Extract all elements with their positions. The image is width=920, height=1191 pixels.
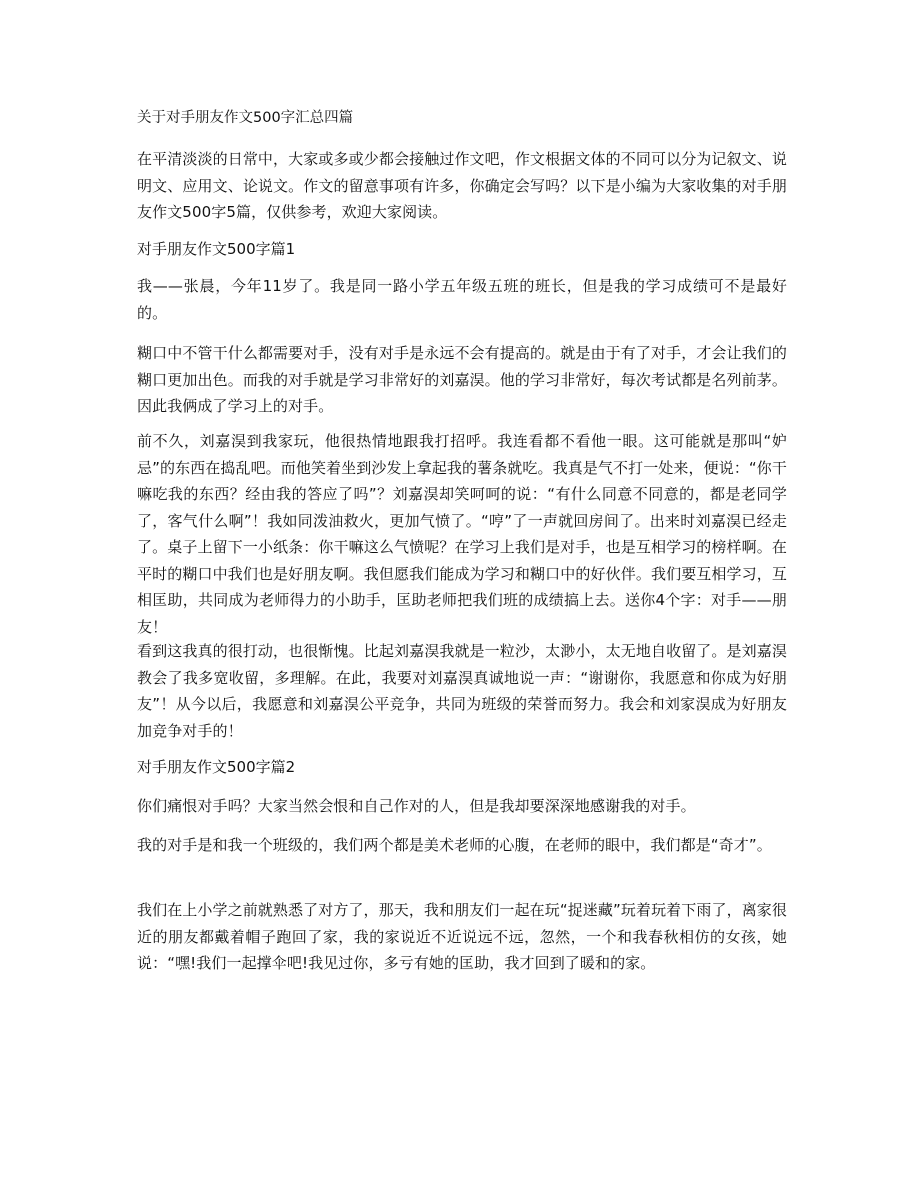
- section-1-paragraph-1: 我——张晨，今年11岁了。我是同一路小学五年级五班的班长，但是我的学习成绩可不是最好的。: [137, 277, 787, 322]
- intro-paragraph: 在平清淡淡的日常中，大家或多或少都会接触过作文吧，作文根据文体的不同可以分为记叙文、说明文、应用文、论说文。作文的留意事项有许多，你确定会写吗？以下是小编为大家收集的对手朋友作文500字5篇，仅供参考，欢迎大家阅读。: [137, 150, 787, 221]
- document-title: 关于对手朋友作文500字汇总四篇: [137, 110, 354, 126]
- section-2-paragraph-2: 我的对手是和我一个班级的，我们两个都是美术老师的心腹，在老师的眼中，我们都是“奇才”。: [137, 836, 772, 854]
- section-1-paragraph-4: 看到这我真的很打动，也很惭愧。比起刘嘉淏我就是一粒沙，太渺小，太无地自收留了。是刘嘉淏教会了我多宽收留，多理解。在此，我要对刘嘉淏真诚地说一声：“谢谢你，我愿意和你成为好朋友”！从今以后，我愿意和刘嘉淏公平竞争，共同为班级的荣誉而努力。我会和刘家淏成为好朋友加竞争对手的！: [137, 642, 787, 740]
- section-1-paragraph-3: 前不久，刘嘉淏到我家玩，他很热情地跟我打招呼。我连看都不看他一眼。这可能就是那叫“妒忌”的东西在捣乱吧。而他笑着坐到沙发上拿起我的薯条就吃。我真是气不打一处来，便说：“你干嘛吃我的东西？经由我的答应了吗”？刘嘉淏却笑呵呵的说：“有什么同意不同意的，都是老同学了，客气什么啊”！我如同泼油救火，更加气愤了。“哼”了一声就回房间了。出来时刘嘉淏已经走了。桌子上留下一小纸条：你干嘛这么气愤呢？在学习上我们是对手，也是互相学习的榜样啊。在平时的糊口中我们也是好朋友啊。我但愿我们能成为学习和糊口中的好伙伴。我们要互相学习，互相匡助，共同成为老师得力的小助手，匡助老师把我们班的成绩搞上去。送你4个字：对手——朋友！: [137, 432, 787, 636]
- section-heading-2: 对手朋友作文500字篇2: [137, 758, 296, 776]
- section-1-paragraph-2: 糊口中不管干什么都需要对手，没有对手是永远不会有提高的。就是由于有了对手，才会让我们的糊口更加出色。而我的对手就是学习非常好的刘嘉淏。他的学习非常好，每次考试都是名列前茅。因此我俩成了学习上的对手。: [137, 344, 787, 415]
- section-2-paragraph-1: 你们痛恨对手吗？大家当然会恨和自己作对的人，但是我却要深深地感谢我的对手。: [137, 797, 696, 815]
- section-heading-1: 对手朋友作文500字篇1: [137, 240, 296, 258]
- section-2-paragraph-3: 我们在上小学之前就熟悉了对方了，那天，我和朋友们一起在玩“捉迷藏”玩着玩着下雨了，离家很近的朋友都戴着帽子跑回了家，我的家说近不近说远不远，忽然，一个和我春秋相仿的女孩，她说：“嘿!我们一起撑伞吧!我见过你，多亏有她的匡助，我才回到了暖和的家。: [137, 901, 787, 972]
